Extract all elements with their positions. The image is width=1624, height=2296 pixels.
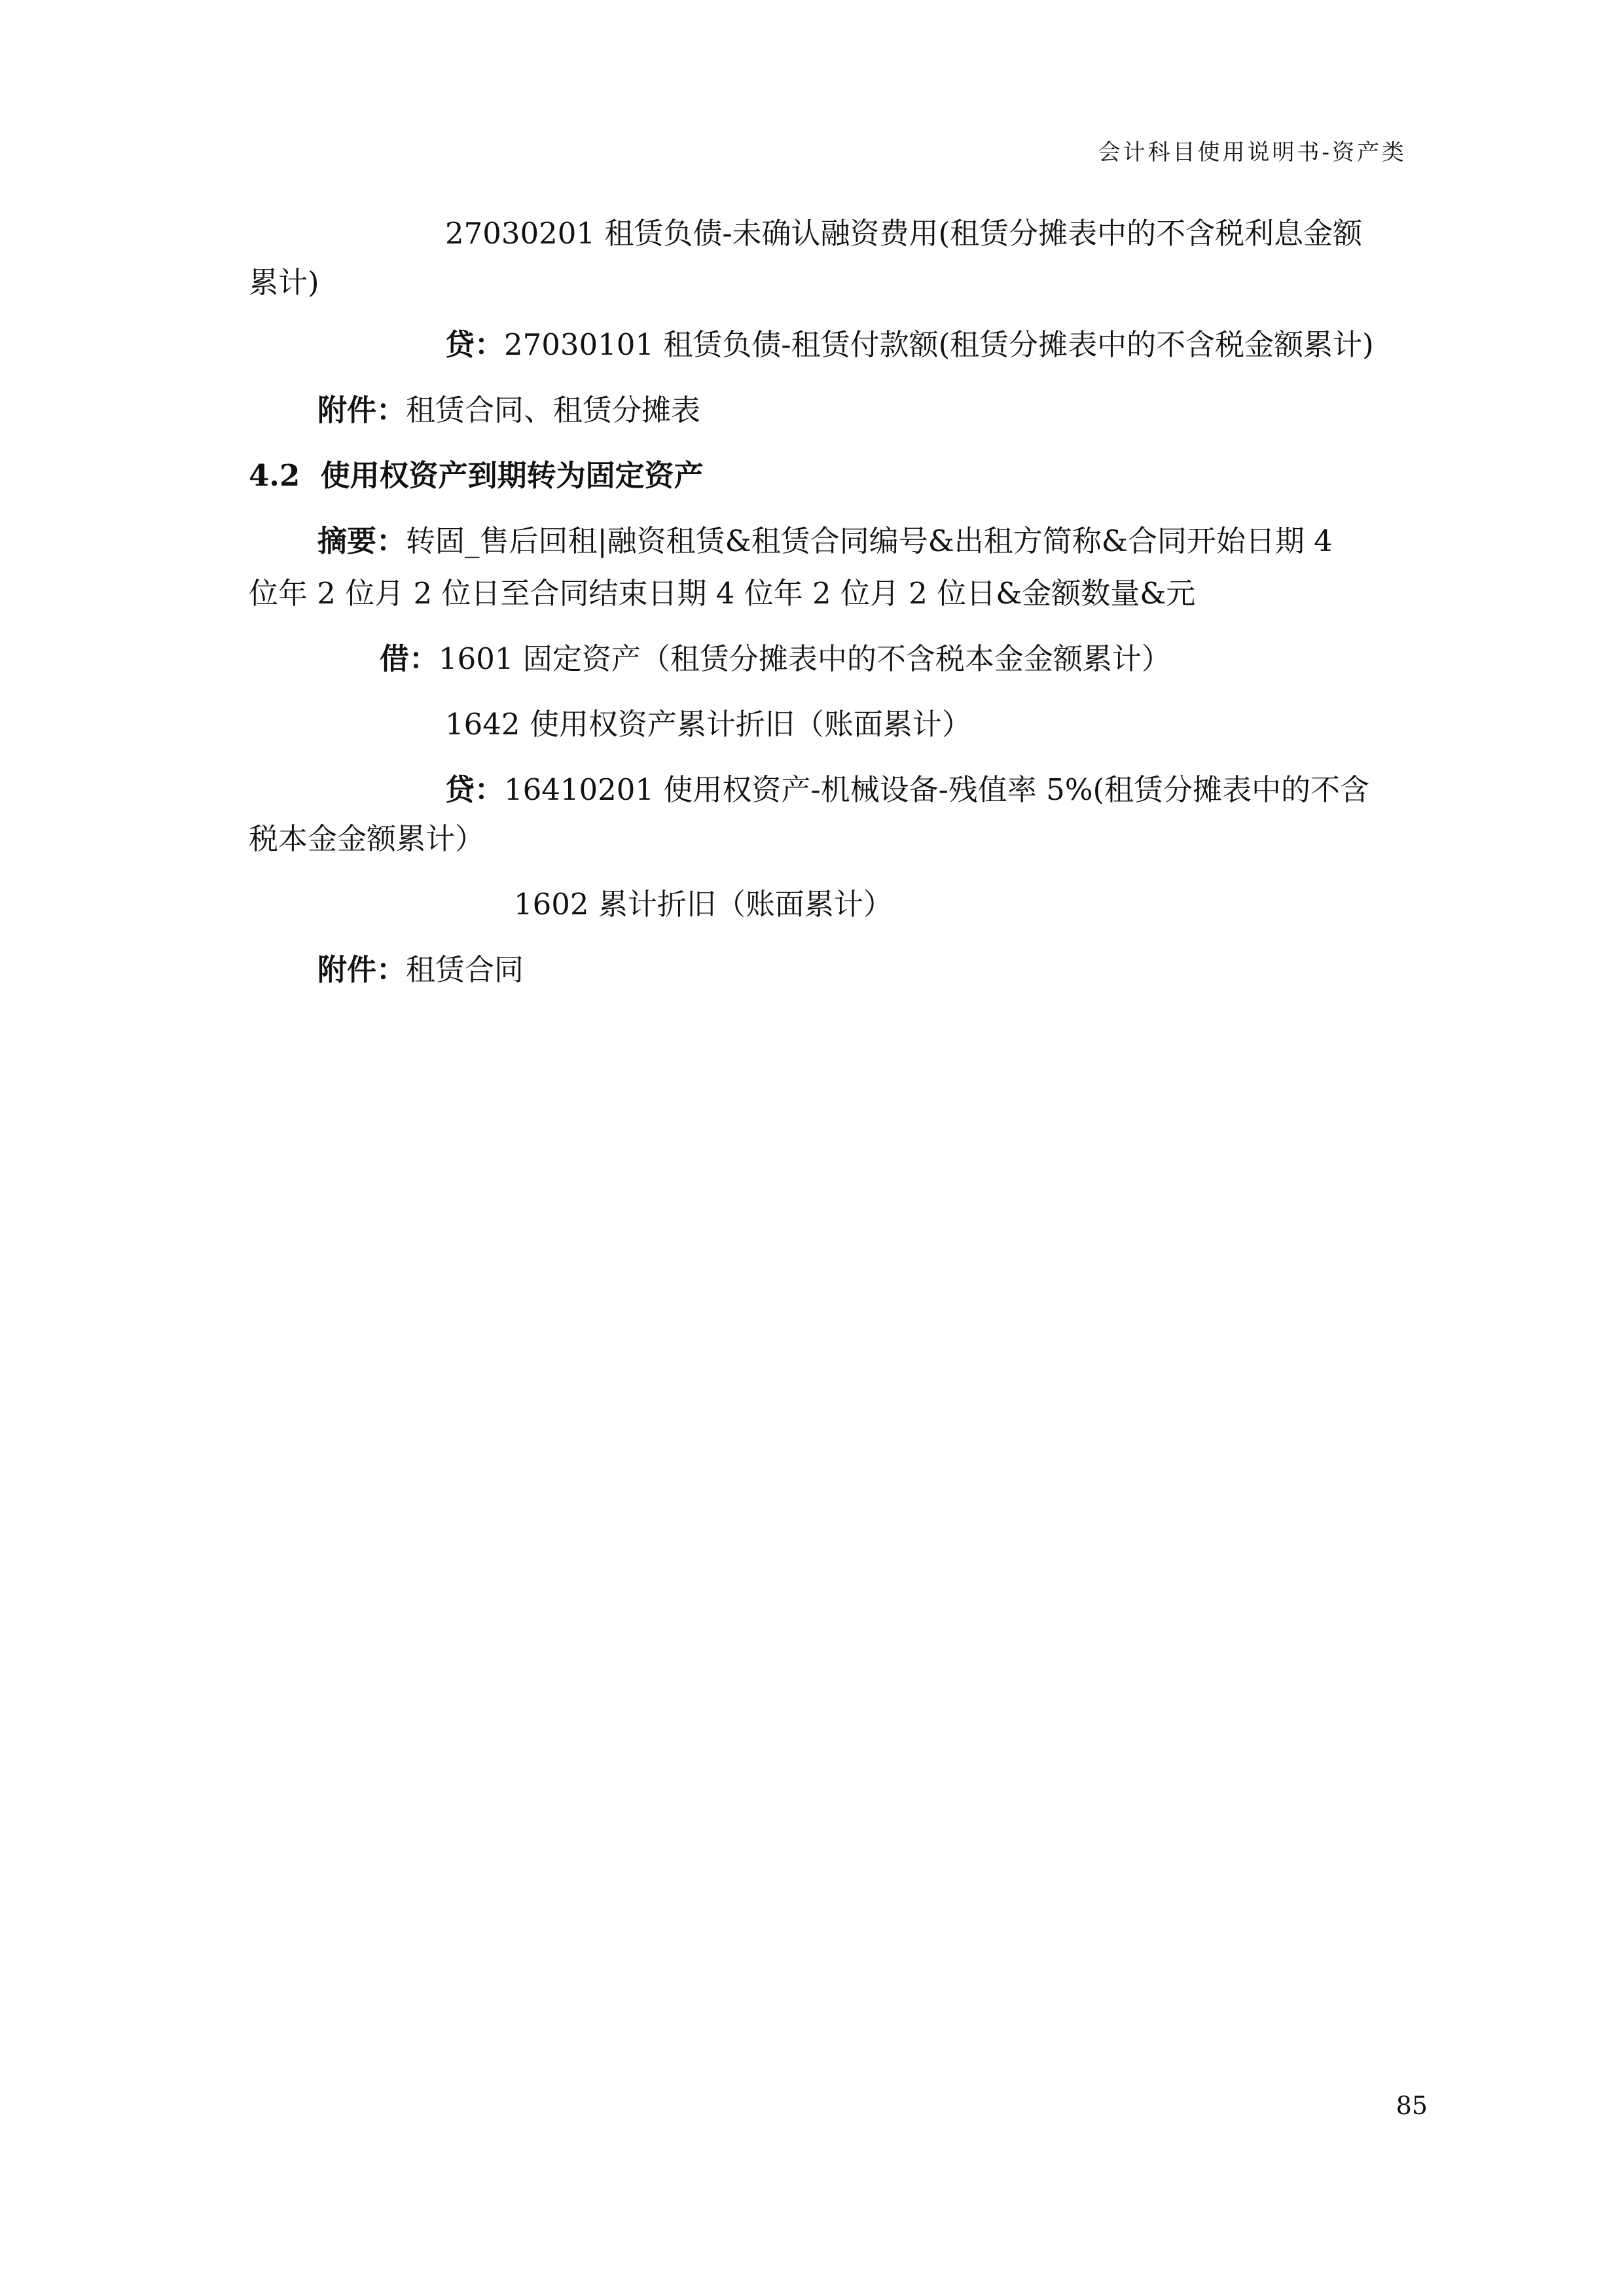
debit-entry-2: 1642 使用权资产累计折旧（账面累计） — [445, 707, 971, 742]
credit-label: 贷： — [445, 327, 505, 362]
summary-line — [317, 517, 1333, 560]
credit-text: 27030101 租赁负债-租赁付款额(租赁分摊表中的不含税金额累计) — [504, 327, 1374, 362]
attachment-line — [317, 386, 700, 429]
summary-text: 转固_售后回租|融资租赁&租赁合同编号&出租方简称&合同开始日期 4 — [406, 524, 1333, 558]
credit-entry-continued: 税本金金额累计） — [249, 821, 485, 856]
attachment-line — [317, 946, 524, 988]
debit-entry — [380, 635, 1171, 677]
debit-text: 1601 固定资产（租赁分摊表中的不含税本金金额累计） — [439, 641, 1171, 676]
section-heading — [249, 452, 704, 494]
attachment-text: 租赁合同、租赁分摊表 — [406, 393, 701, 427]
credit-text: 16410201 使用权资产-机械设备-残值率 5%(租赁分摊表中的不含 — [504, 772, 1370, 807]
running-header: 会计科目使用说明书-资产类 — [1098, 139, 1407, 166]
summary-line-continued: 位年 2 位月 2 位日至合同结束日期 4 位年 2 位月 2 位日&金额数量&元 — [249, 576, 1196, 611]
attachment-label: 附件： — [317, 952, 406, 987]
entry-line: 27030201 租赁负债-未确认融资费用(租赁分摊表中的不含税利息金额 — [445, 216, 1363, 251]
section-number: 4.2 — [249, 458, 300, 493]
credit-label: 贷： — [445, 772, 505, 807]
attachment-label: 附件： — [317, 393, 406, 427]
attachment-text: 租赁合同 — [406, 952, 524, 987]
credit-entry — [445, 321, 1374, 363]
section-title: 使用权资产到期转为固定资产 — [320, 458, 704, 493]
page-number: 85 — [1396, 2091, 1428, 2120]
credit-entry-2: 1602 累计折旧（账面累计） — [514, 887, 893, 922]
credit-entry — [445, 766, 1369, 808]
debit-label: 借： — [380, 641, 439, 676]
summary-label: 摘要： — [317, 524, 406, 558]
entry-line-continued: 累计) — [249, 265, 319, 300]
